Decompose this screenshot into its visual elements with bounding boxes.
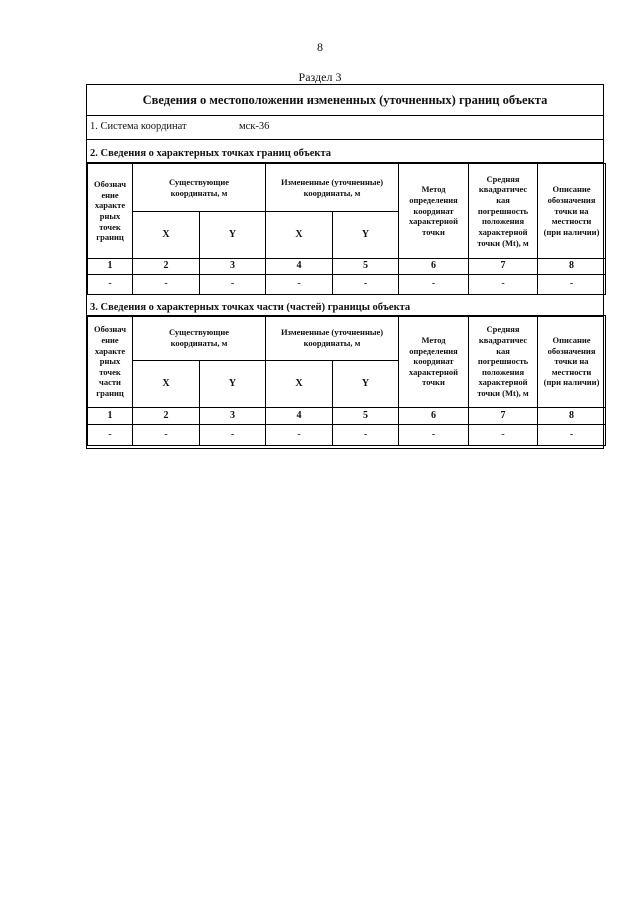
table-cell: - (88, 425, 133, 446)
table-cell: - (88, 275, 133, 295)
table-cell: - (266, 425, 333, 446)
coordinate-system-value: мск-36 (239, 121, 270, 132)
column-number: 7 (469, 259, 538, 275)
header-changed-y: Y (333, 212, 399, 259)
header-description: Описание обозначения точки на местности (при наличии) (538, 164, 606, 259)
header-error: Средняя квадратичес кая погрешность положения характерной точки (Mt), м (469, 164, 538, 259)
column-number: 2 (133, 408, 200, 425)
page-number: 8 (317, 40, 323, 54)
header-designation: Обознач ение характе рных точек границ (88, 164, 133, 259)
table-cell: - (333, 275, 399, 295)
column-number: 4 (266, 259, 333, 275)
table-cell: - (133, 425, 200, 446)
header-existing-x: X (133, 361, 200, 408)
section3-title: 3. Сведения о характерных точках части (частей) границы объекта (87, 294, 603, 317)
column-number: 8 (538, 408, 606, 425)
table-cell: - (469, 275, 538, 295)
column-number: 3 (200, 408, 266, 425)
table-cell: - (333, 425, 399, 446)
table-cell: - (266, 275, 333, 295)
table-cell: - (200, 275, 266, 295)
header-existing-x: X (133, 212, 200, 259)
column-number: 1 (88, 408, 133, 425)
header-changed-coords: Измененные (уточненные) координаты, м (266, 164, 399, 212)
column-number: 4 (266, 408, 333, 425)
table-cell: - (133, 275, 200, 295)
column-number: 7 (469, 408, 538, 425)
column-number: 2 (133, 259, 200, 275)
header-changed-coords: Измененные (уточненные) координаты, м (266, 316, 399, 361)
header-existing-y: Y (200, 212, 266, 259)
table-cell: - (399, 425, 469, 446)
section3-points-table (87, 315, 606, 446)
column-number: 5 (333, 408, 399, 425)
table-cell: - (538, 275, 606, 295)
header-description: Описание обозначения точки на местности (при наличии) (538, 316, 606, 408)
header-designation: Обознач ение характе рных точек части границ (88, 316, 133, 408)
header-changed-x: X (266, 361, 333, 408)
header-error: Средняя квадратичес кая погрешность положения характерной точки (Mt), м (469, 316, 538, 408)
table-cell: - (469, 425, 538, 446)
header-changed-x: X (266, 212, 333, 259)
header-method: Метод определения координат характерной точки (399, 316, 469, 408)
header-existing-coords: Существующие координаты, м (133, 164, 266, 212)
section2-title: 2. Сведения о характерных точках границ объекта (87, 140, 603, 163)
document-frame (86, 84, 604, 449)
coordinate-system-row (87, 116, 603, 140)
section2-points-table (87, 163, 606, 295)
column-number: 8 (538, 259, 606, 275)
column-number: 6 (399, 259, 469, 275)
column-number: 6 (399, 408, 469, 425)
header-existing-coords: Существующие координаты, м (133, 316, 266, 361)
table-cell: - (200, 425, 266, 446)
table-cell: - (538, 425, 606, 446)
header-changed-y: Y (333, 361, 399, 408)
table-cell: - (399, 275, 469, 295)
header-method: Метод определения координат характерной точки (399, 164, 469, 259)
header-existing-y: Y (200, 361, 266, 408)
column-number: 5 (333, 259, 399, 275)
column-number: 3 (200, 259, 266, 275)
main-heading: Сведения о местоположении измененных (уточненных) границ объекта (87, 85, 603, 116)
column-number: 1 (88, 259, 133, 275)
coordinate-system-label: 1. Система координат (90, 121, 187, 132)
section-title: Раздел 3 (298, 70, 342, 84)
